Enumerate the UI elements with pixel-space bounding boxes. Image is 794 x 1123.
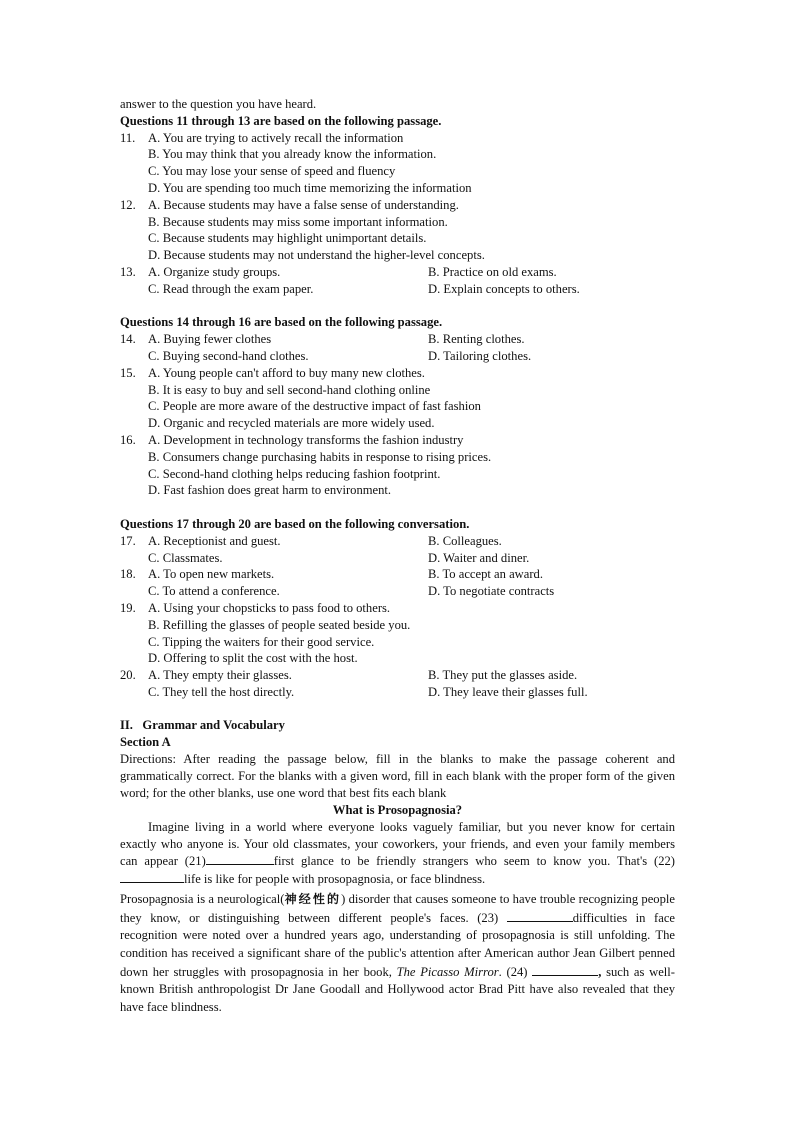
question-number: 18.: [120, 567, 136, 582]
option-c: C. Buying second-hand clothes.: [148, 348, 309, 363]
option-a: A. They empty their glasses.: [148, 668, 292, 683]
question-17: [120, 533, 675, 550]
option-b: B. Practice on old exams.: [428, 264, 557, 279]
option-a: A. To open new markets.: [148, 567, 275, 582]
option-d: D. Waiter and diner.: [428, 550, 530, 565]
option-b: B. Refilling the glasses of people seated beside you.: [148, 617, 411, 632]
option-b: B. They put the glasses aside.: [428, 668, 578, 683]
option-a: A. Receptionist and guest.: [148, 533, 281, 548]
option-b: B. You may think that you already know the information.: [148, 147, 437, 162]
document-content: [120, 96, 675, 1016]
option-a: A. Using your chopsticks to pass food to others.: [148, 600, 391, 615]
option-d: D. Because students may not understand the higher-level concepts.: [148, 248, 485, 263]
question-12: [120, 197, 675, 214]
blank-22[interactable]: [120, 870, 184, 883]
option-a: A. Organize study groups.: [148, 264, 281, 279]
blank-24[interactable]: [532, 963, 598, 976]
passage-paragraph-1: Imagine living in a world where everyone looks vaguely familiar, but you never know for certain exactly who anyone is. Your old classmates, your coworkers, your friends, and even your family members can appear (21) first glance to be friendly strangers who seem to know you. That's (22) life is like for people with prosopagnosia, or face blindness.: [120, 819, 676, 887]
section-header: Questions 17 through 20 are based on the following conversation.: [120, 516, 470, 531]
directions: Directions: After reading the passage below, fill in the blanks to make the passage coherent and grammatically correct. For the blanks with a given word, fill in each blank with the proper form of the given word; for the other blanks, use one word that best fits each blank: [120, 752, 675, 800]
option-d: D. They leave their glasses full.: [428, 684, 588, 699]
option-d: D. Offering to split the cost with the host.: [148, 651, 358, 666]
question-14: [120, 331, 675, 348]
question-number: 16.: [120, 432, 136, 447]
question-number: 15.: [120, 365, 136, 380]
question-number: 13.: [120, 264, 136, 279]
question-15: [120, 365, 675, 382]
passage-title: What is Prosopagnosia?: [332, 802, 463, 817]
question-number: 12.: [120, 197, 136, 212]
option-d: D. Organic and recycled materials are more widely used.: [148, 416, 435, 431]
option-d: D. You are spending too much time memorizing the information: [148, 180, 472, 195]
option-c: C. Tipping the waiters for their good service.: [148, 634, 375, 649]
intro-line: answer to the question you have heard.: [120, 97, 317, 111]
passage-paragraph-2: Prosopagnosia is a neurological(神经性的) disorder that causes someone to have trouble recognizing people they know, or distinguishing between different people's faces. (23) difficulties in face recognition were noted over a hundred years ago, understanding of prosopagnosia is still unfolding. The condition has received a significant share of the public's attention after American author Jean Gilbert penned down her struggles with prosopagnosia in her book, The Picasso Mirror. (24) , such as well-known British anthropologist Dr Jane Goodall and Hollywood actor Brad Pitt have also revealed that they have face blindness.: [120, 892, 676, 1014]
question-number: 17.: [120, 533, 136, 548]
blank-23[interactable]: [507, 909, 573, 922]
question-number: 11.: [120, 130, 136, 145]
question-number: 14.: [120, 332, 136, 347]
option-b: B. To accept an award.: [428, 567, 543, 582]
option-c: C. Classmates.: [148, 550, 223, 565]
question-number: 19.: [120, 600, 136, 615]
option-c: C. Second-hand clothing helps reducing fashion footprint.: [148, 466, 441, 481]
question-20: [120, 667, 675, 684]
question-number: 20.: [120, 668, 136, 683]
book-title: The Picasso Mirror: [396, 964, 499, 979]
question-13: [120, 264, 675, 281]
option-d: D. Tailoring clothes.: [428, 348, 532, 363]
part-heading: II. Grammar and Vocabulary: [120, 718, 285, 733]
option-d: D. To negotiate contracts: [428, 584, 555, 599]
option-a: A. Because students may have a false sense of understanding.: [148, 197, 459, 212]
option-c: C. You may lose your sense of speed and fluency: [148, 164, 396, 179]
section-header: Questions 11 through 13 are based on the following passage.: [120, 113, 442, 128]
question-11: [120, 130, 675, 147]
option-b: B. Colleagues.: [428, 533, 502, 548]
option-b: B. Renting clothes.: [428, 332, 525, 347]
option-c: C. They tell the host directly.: [148, 684, 295, 699]
question-16: [120, 432, 675, 449]
option-b: B. Consumers change purchasing habits in response to rising prices.: [148, 449, 492, 464]
option-a: A. Young people can't afford to buy many new clothes.: [148, 365, 425, 380]
option-d: D. Explain concepts to others.: [428, 281, 580, 296]
option-c: C. People are more aware of the destructive impact of fast fashion: [148, 399, 481, 414]
option-c: C. To attend a conference.: [148, 584, 280, 599]
option-d: D. Fast fashion does great harm to environment.: [148, 483, 392, 498]
chinese-gloss: 神经性的: [284, 892, 342, 907]
section-header: Questions 14 through 16 are based on the following passage.: [120, 315, 443, 330]
option-c: C. Read through the exam paper.: [148, 281, 314, 296]
option-a: A. Development in technology transforms the fashion industry: [148, 432, 464, 447]
option-a: A. Buying fewer clothes: [148, 332, 272, 347]
option-b: B. Because students may miss some important information.: [148, 214, 448, 229]
section-label: Section A: [120, 735, 171, 750]
option-a: A. You are trying to actively recall the information: [148, 130, 404, 145]
question-18: [120, 566, 675, 583]
option-c: C. Because students may highlight unimportant details.: [148, 231, 427, 246]
question-19: [120, 600, 675, 617]
blank-21[interactable]: [206, 852, 274, 865]
option-b: B. It is easy to buy and sell second-hand clothing online: [148, 382, 431, 397]
